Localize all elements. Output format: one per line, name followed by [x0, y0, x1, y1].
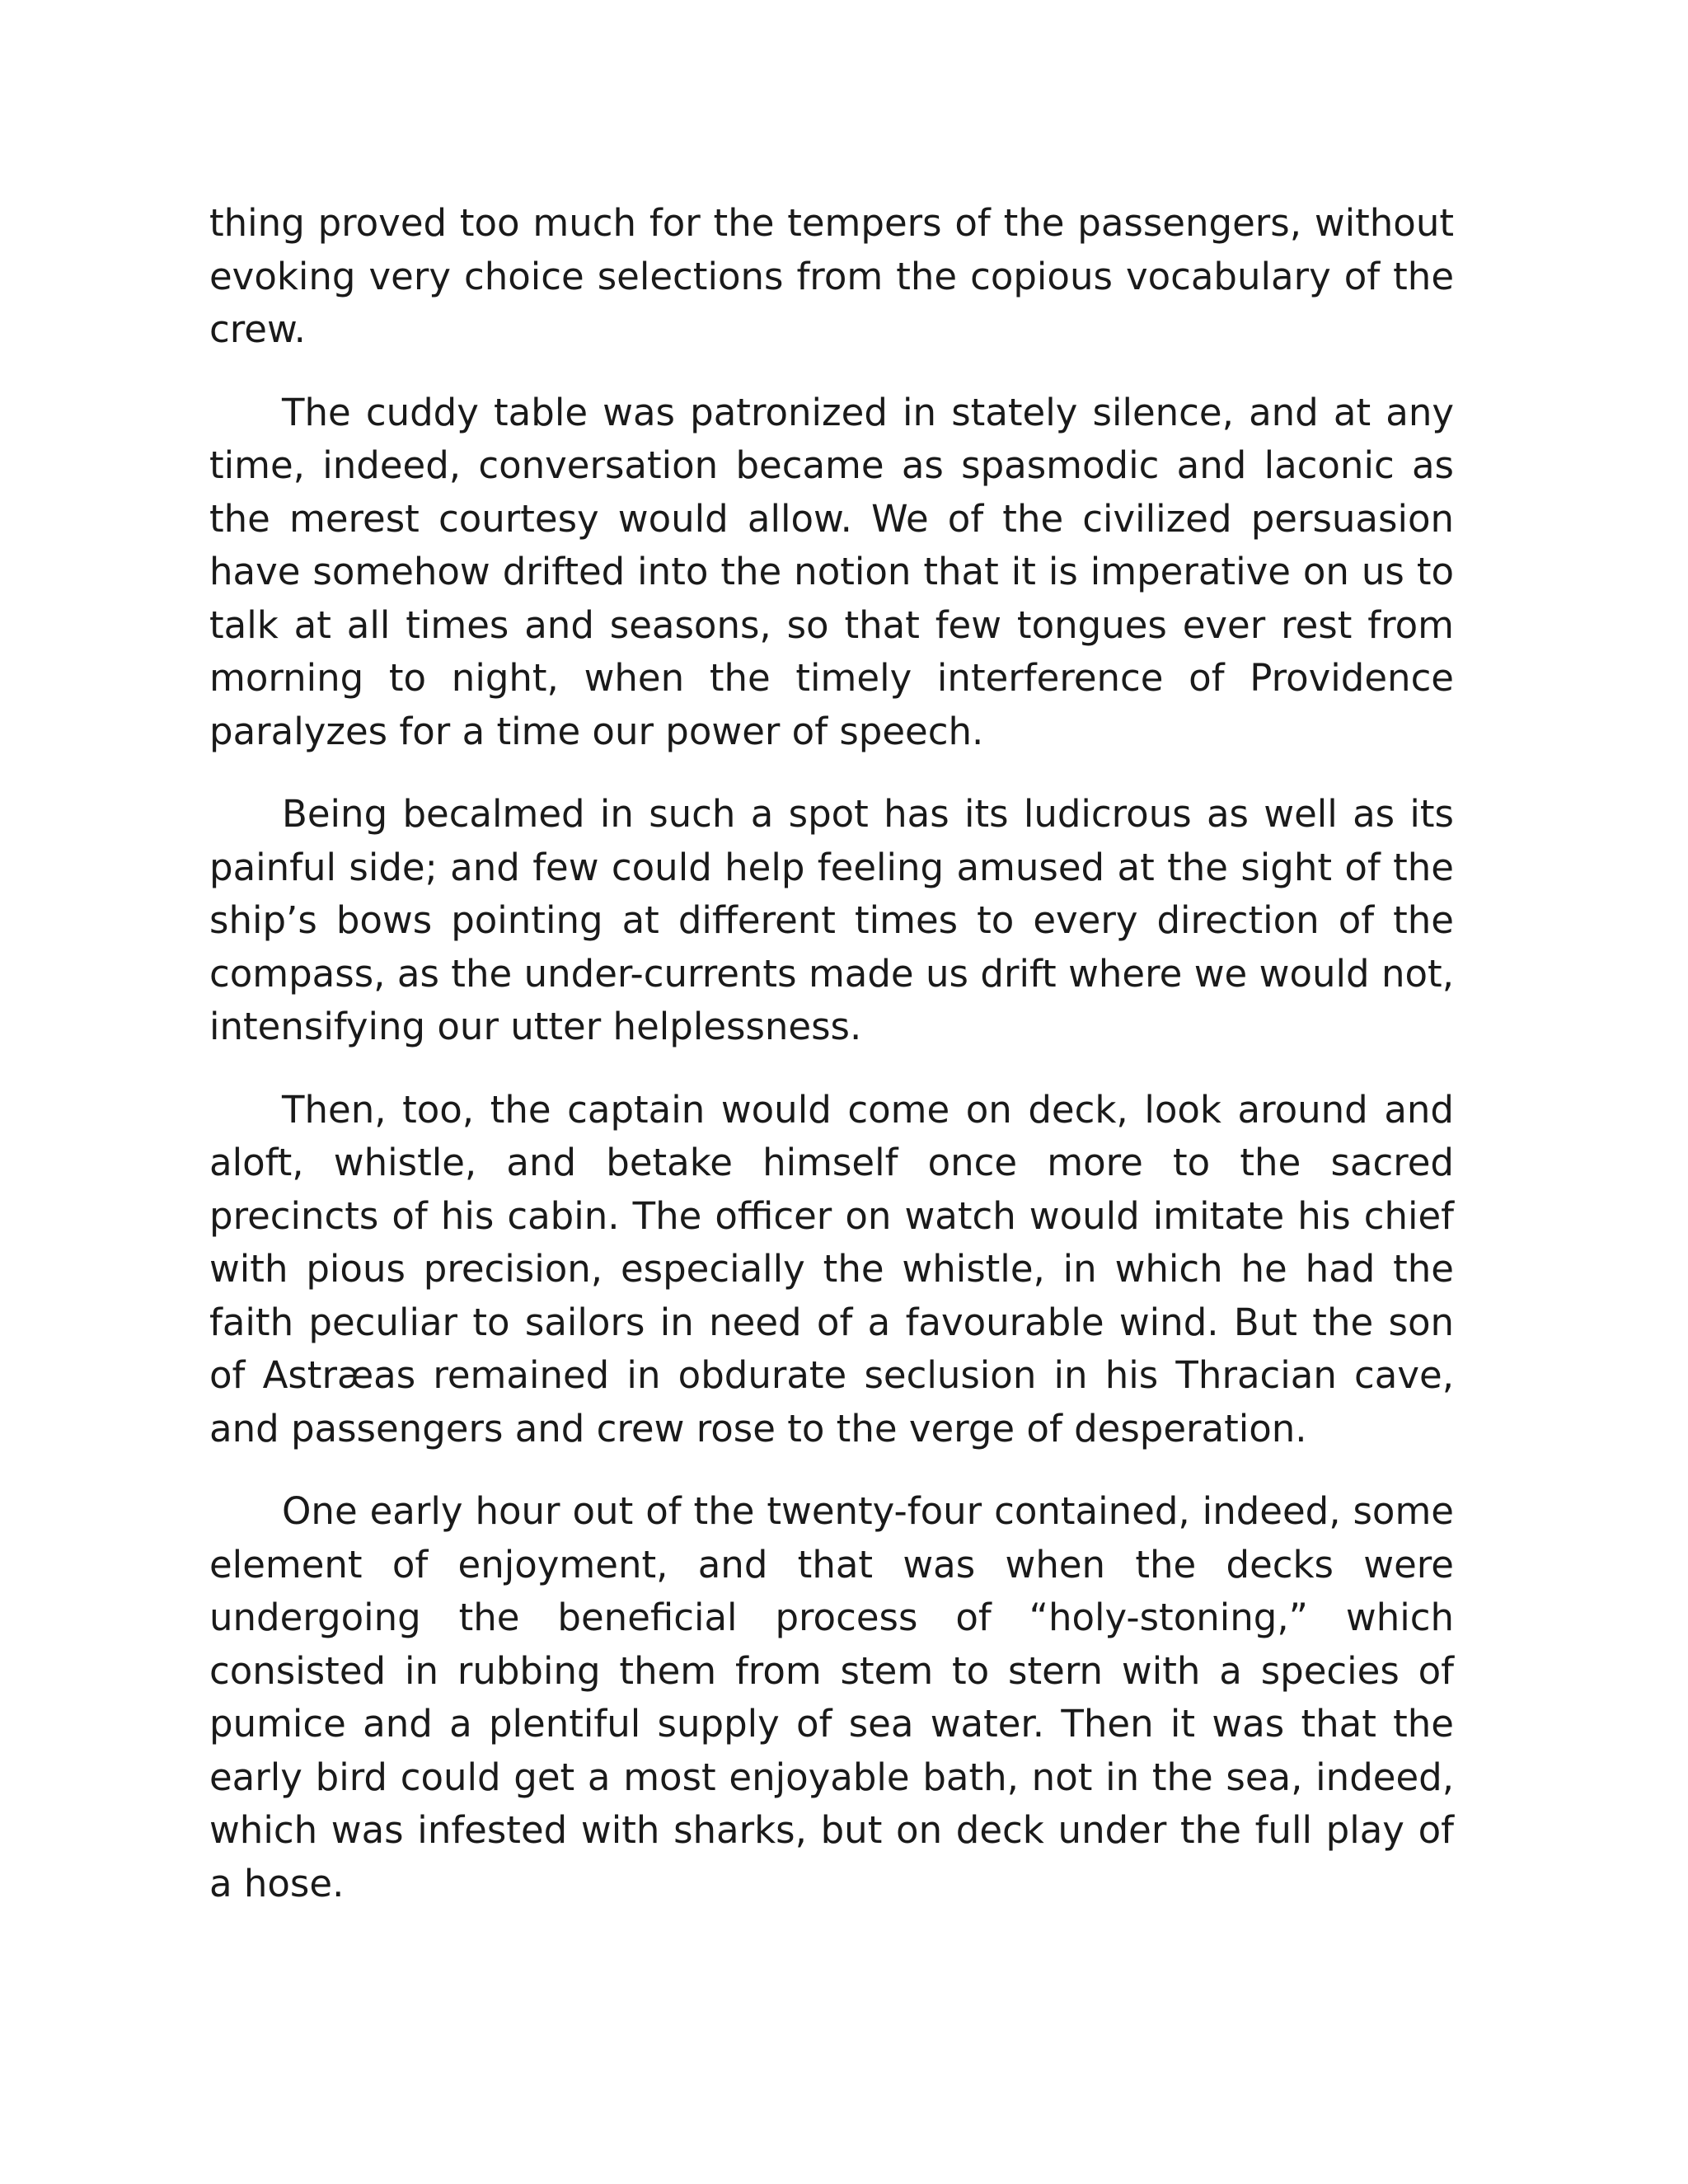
body-text: [209, 197, 1454, 1940]
paragraph-cuddy-table: The cuddy table was patronized in stately silence, and at any time, indeed, conversation became as spasmodic and laconic as the merest courtesy would allow. We of the civilized persuasion have somehow drifted into the notion that it is imperative on us to talk at all times and seasons, so that few tongues ever rest from morning to night, when the timely interference of Providence paralyzes for a time our power of speech.: [209, 390, 1454, 753]
paragraph-holy-stoning: One early hour out of the twenty-four contained, indeed, some element of enjoyment, and that was when the decks were undergoing the beneficial process of “holy-stoning,” which consisted in rubbing them from stem to stern with a species of pumice and a plentiful supply of sea water. Then it was that the early bird could get a most enjoyable bath, not in the sea, indeed, which was infested with sharks, but on deck under the full play of a hose.: [209, 1489, 1454, 1905]
paragraph-continuation: thing proved too much for the tempers of the passengers, without evoking very choice selections from the copious vocabulary of the crew.: [209, 201, 1454, 351]
paragraph-captain: Then, too, the captain would come on deck, look around and aloft, whistle, and betake himself once more to the sacred precincts of his cabin. The officer on watch would imitate his chief with pious precision, especially the whistle, in which he had the faith peculiar to sailors in need of a favourable wind. But the son of Astræas remained in obdurate seclusion in his Thracian cave, and passengers and crew rose to the verge of desperation.: [209, 1087, 1454, 1451]
paragraph-becalmed: Being becalmed in such a spot has its ludicrous as well as its painful side; and few could help feeling amused at the sight of the ship’s bows pointing at different times to every direction of the compass, as the under-currents made us drift where we would not, intensifying our utter helplessness.: [209, 792, 1454, 1048]
